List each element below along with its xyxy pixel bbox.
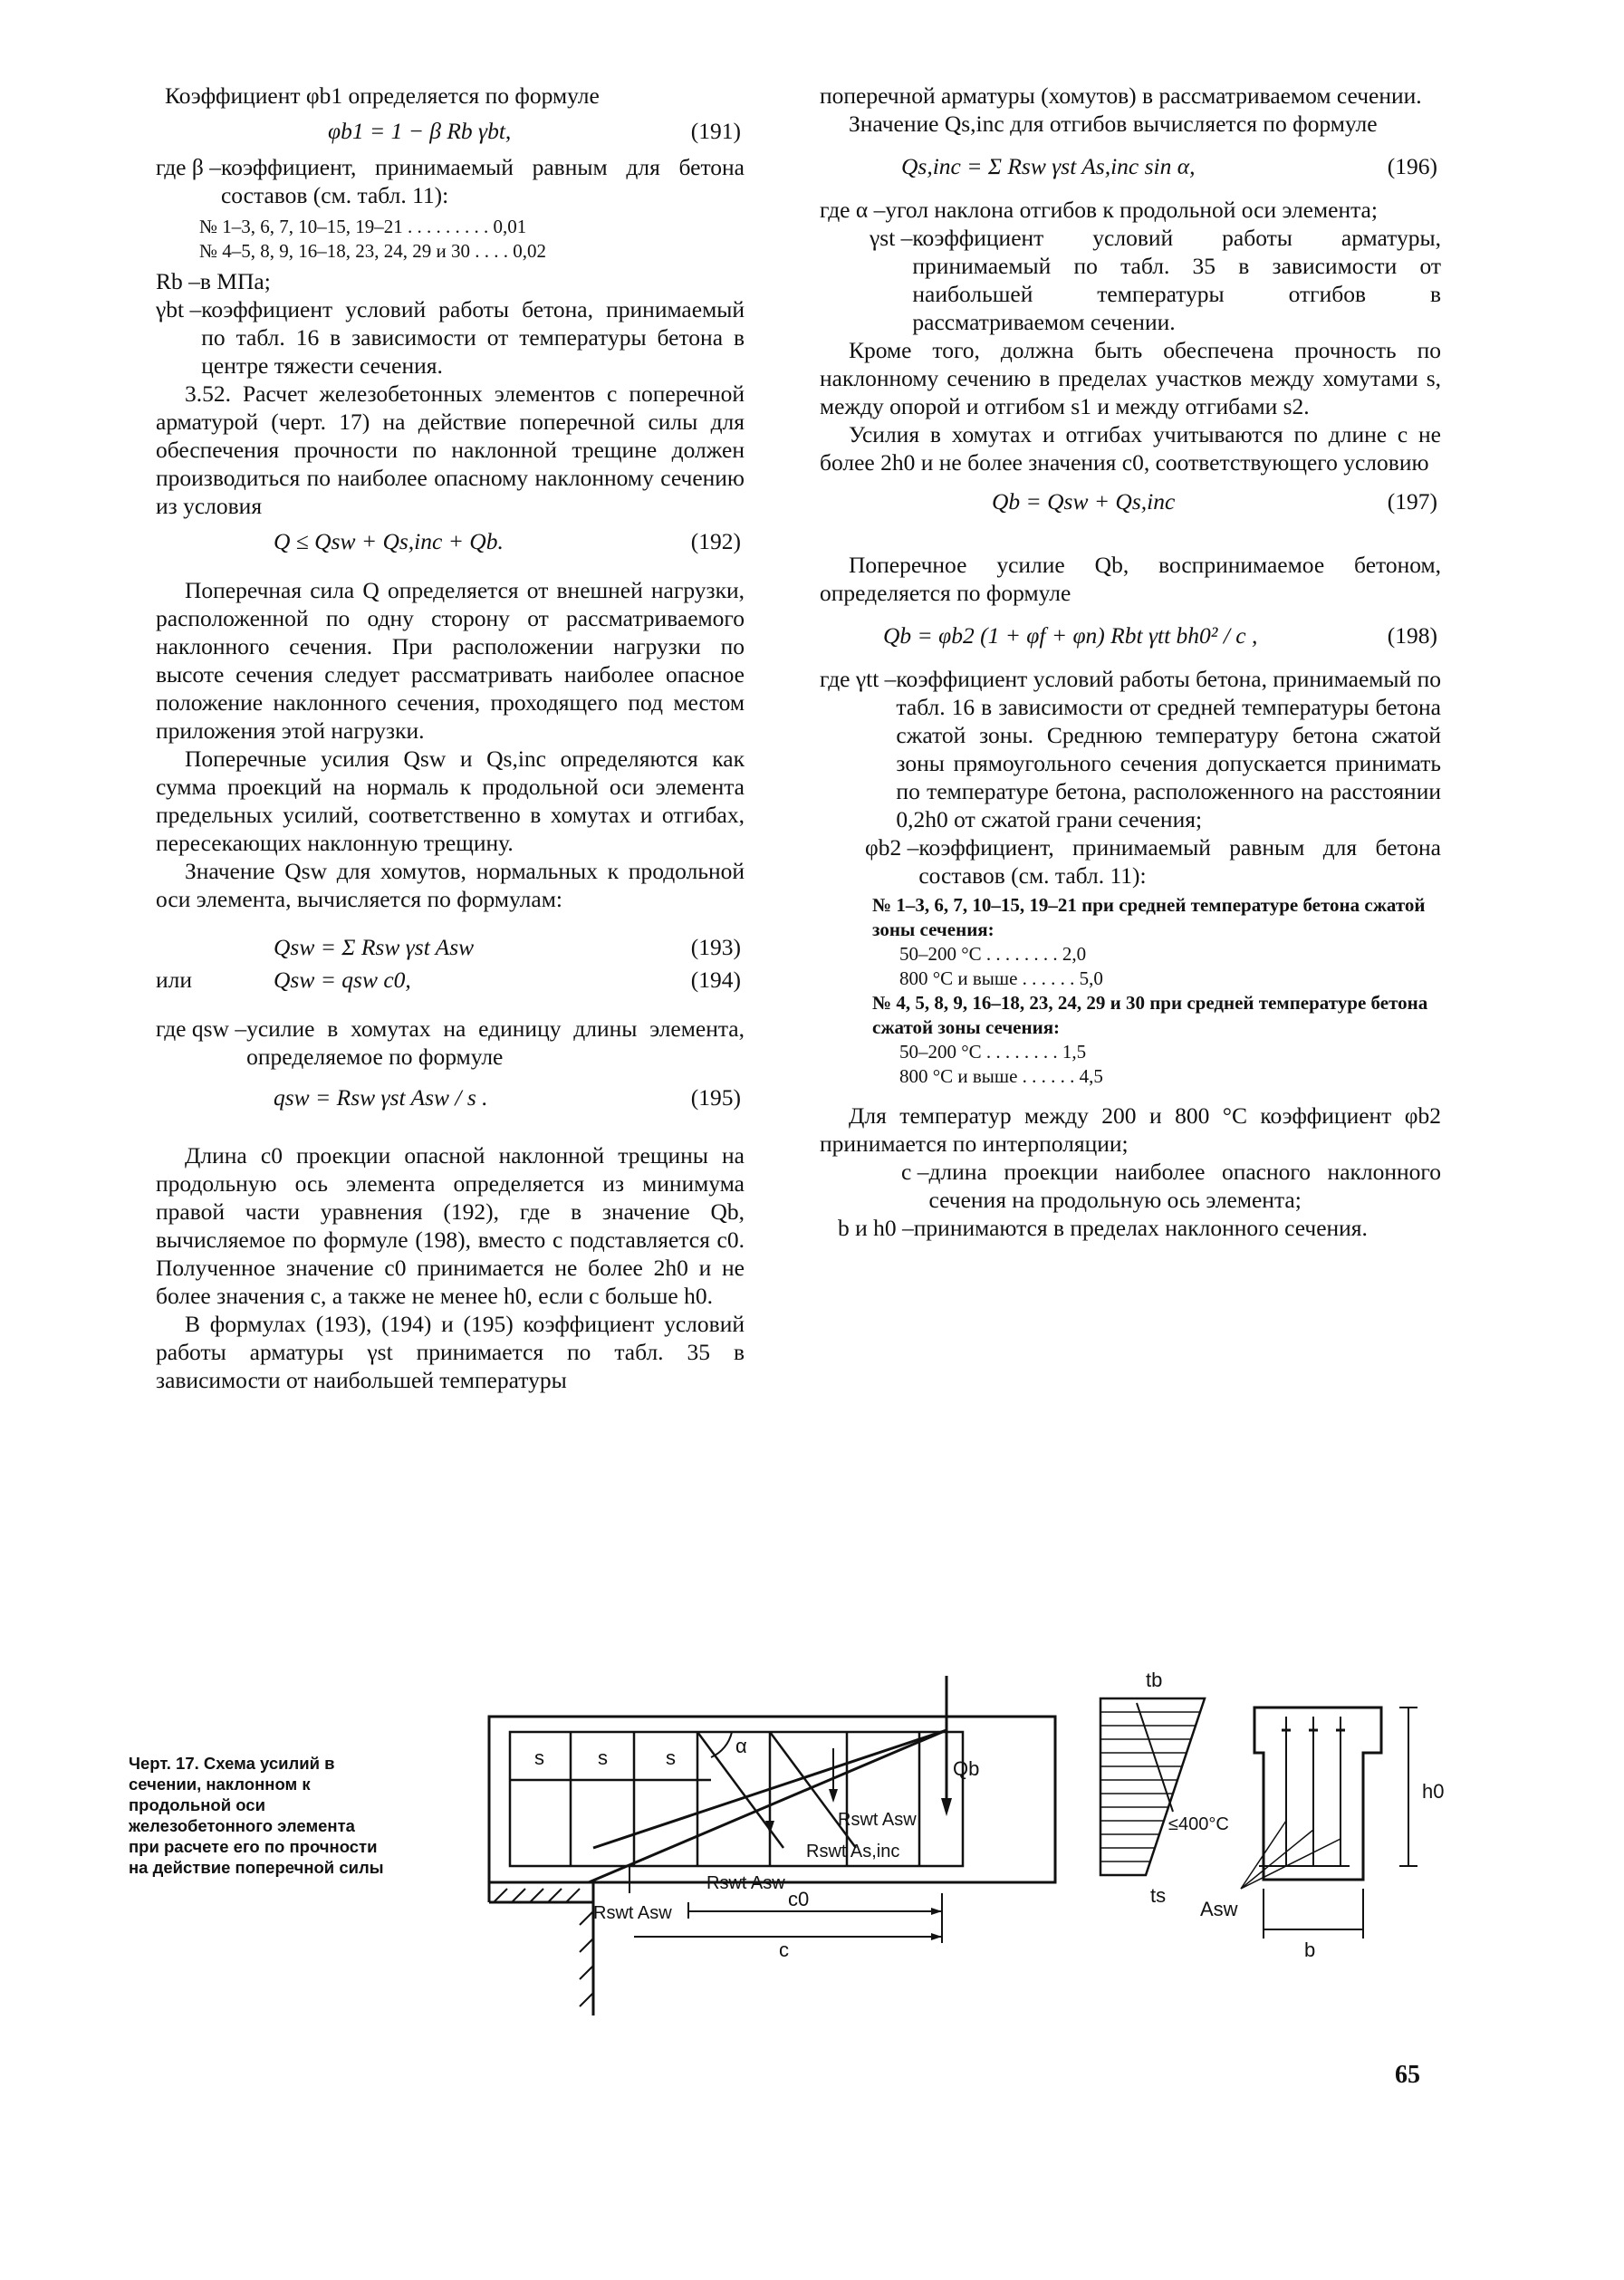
definition-b-h0: b и h0 – принимаются в пределах наклонного сечения. (838, 1215, 1368, 1241)
definition-beta: где β – коэффициент, принимаемый равным для бетона составов (см. табл. 11): (156, 154, 745, 208)
definition-phi-b2: φb2 – коэффициент, принимаемый равным для бетона составов (см. табл. 11): (865, 834, 1441, 889)
paragraph-shear-force: Поперечная сила Q определяется от внешней нагрузки, расположенной по одну сторону от рассматриваемого наклонного сечения. При расположении нагрузки по высоте сечения следует рассматривать наиболее опасное положение наклонного сечения, проходящего под местом приложения этой нагрузки. (156, 577, 745, 744)
temperature-label: ≤400°C (1168, 1814, 1229, 1834)
formula-192: Q ≤ Qsw + Qs,inc + Qb. (192) (274, 528, 741, 554)
definition-alpha: где α – угол наклона отгибов к продольной оси элемента; (820, 197, 1378, 223)
force-label: Rswt Asw (593, 1903, 672, 1923)
formula-191-text: φb1 = 1 − β Rb γbt, (328, 118, 512, 144)
paragraph-strength: Кроме того, должна быть обеспечена прочность по наклонному сечению в пределах участков между хомутами s, между опорой и отгибом s1 и между отгибами s2. (820, 337, 1441, 419)
c-label: c (779, 1938, 789, 1961)
definition-gamma-st: γst – коэффициент условий работы арматуры, принимаемый по табл. 35 в зависимости от наибольшей температуры отгибов в рассматриваемом сечении. (870, 225, 1441, 335)
page-number: 65 (1395, 2061, 1420, 2089)
c0-label: c0 (788, 1888, 810, 1910)
cross-section (1254, 1708, 1381, 1880)
b-label: b (1304, 1938, 1316, 1961)
formula-196: Qs,inc = Σ Rsw γst As,inc sin α, (196) (901, 153, 1437, 179)
h0-label: h0 (1422, 1780, 1445, 1803)
ts-label: ts (1150, 1884, 1167, 1907)
formula-194: или Qsw = qsw c0, (194) (156, 967, 741, 993)
force-label: Rswt As,inc (806, 1842, 900, 1862)
spacing-label: s (666, 1746, 676, 1769)
paragraph-shear-forces: Поперечные усилия Qsw и Qs,inc определяются как сумма проекций на нормаль к продольной оси элемента предельных усилий, соответственно в хомутах и отгибах, пересекающих наклонную трещину. (156, 746, 745, 856)
angle-label: α (735, 1735, 747, 1757)
definition-qsw: где qsw – усилие в хомутах на единицу длины элемента, определяемое по формуле (156, 1015, 745, 1070)
asw-label: Asw (1200, 1898, 1238, 1920)
paragraph-interpolation: Для температур между 200 и 800 °С коэффициент φb2 принимается по интерполяции; (820, 1102, 1441, 1157)
paragraph-qb: Поперечное усилие Qb, воспринимаемое бетоном, определяется по формуле (820, 552, 1441, 606)
tb-label: tb (1146, 1669, 1163, 1691)
list-item: № 1–3, 6, 7, 10–15, 19–21 . . . . . . . . . 0,01 (199, 216, 527, 237)
qb-label: Qb (953, 1757, 980, 1780)
definition-rb: Rb – в МПа; (156, 268, 271, 294)
formula-195: qsw = Rsw γst Asw / s . (195) (274, 1084, 741, 1111)
paragraph-formulas: В формулах (193), (194) и (195) коэффициент условий работы арматуры γst принимается по табл. 35 в зависимости от наибольшей температуры (156, 1311, 745, 1393)
figure-caption: Черт. 17. Схема усилий в сечении, наклонном к продольной оси железобетонного элемента при расчете его по прочности на действие поперечной силы (129, 1754, 384, 1877)
continuation-text: поперечной арматуры (хомутов) в рассматриваемом сечении. (820, 82, 1422, 109)
force-label: Rswt Asw (706, 1873, 785, 1893)
paragraph-forces: Усилия в хомутах и отгибах учитываются по длине c не более 2h0 и не более значения c0, соответствующего условию (820, 421, 1441, 476)
paragraph-3-52: 3.52. Расчет железобетонных элементов с поперечной арматурой (черт. 17) на действие поперечной силы для обеспечения прочности по наклонной трещине должен производиться по наиболее опасному наклонному сечению из условия (156, 380, 745, 519)
formula-198: Qb = φb2 (1 + φf + φn) Rbt γtt bh0² / c , (198) (883, 622, 1437, 649)
spacing-label: s (534, 1746, 544, 1769)
definition-c: c – длина проекции наиболее опасного наклонного сечения на продольную ось элемента; (901, 1159, 1441, 1213)
formula-191-number: (191) (690, 118, 741, 144)
intro-line: Коэффициент φb1 определяется по формуле (165, 82, 600, 109)
beam-outline (489, 1717, 1055, 1882)
definition-gamma-tt: где γtt – коэффициент условий работы бетона, принимаемый по табл. 16 в зависимости от средней температуры бетона сжатой зоны. Среднюю температуру бетона сжатой зоны прямоугольного сечения допускается принимать по температуре бетона, расположенного на расстоянии 0,2h0 от сжатой грани сечения; (820, 666, 1441, 832)
spacing-label: s (598, 1746, 608, 1769)
formula-197: Qb = Qsw + Qs,inc (197) (992, 488, 1437, 515)
paragraph-c0-length: Длина c0 проекции опасной наклонной трещины на продольную ось элемента определяется из минимума правой части уравнения (192), где в значение Qb, вычисляемое по формуле (198), вместо c подставляется c0. Полученное значение c0 принимается не более 2h0 и не более значения c, а также не менее h0, если c больше h0. (156, 1142, 745, 1309)
formula-193: Qsw = Σ Rsw γst Asw (193) (274, 934, 741, 960)
coefficient-list: № 1–3, 6, 7, 10–15, 19–21 при средней температуре бетона сжатой зоны сечения: 50–200 °С . . . . . . . . 2,0 800 °С и выше . . . . . . 5,0 № 4, 5, 8, 9, 16–18, 23, 24, 29 и 30 при средней температуре бетона сжатой зоны сечения: 50–200 °С . . . . . . . . 1,5 800 °С и выше . . . . . . 4,5 (872, 894, 1428, 1087)
definition-gamma-bt: γbt – коэффициент условий работы бетона, принимаемый по табл. 16 в зависимости от температуры бетона в центре тяжести сечения. (156, 296, 745, 379)
force-label: Rswt Asw (838, 1810, 917, 1830)
paragraph-qsinc: Значение Qs,inc для отгибов вычисляется по формуле (849, 111, 1378, 137)
paragraph-qsw-value: Значение Qsw для хомутов, нормальных к продольной оси элемента, вычисляется по формулам: (156, 858, 745, 912)
list-item: № 4–5, 8, 9, 16–18, 23, 24, 29 и 30 . . . . 0,02 (199, 240, 547, 262)
